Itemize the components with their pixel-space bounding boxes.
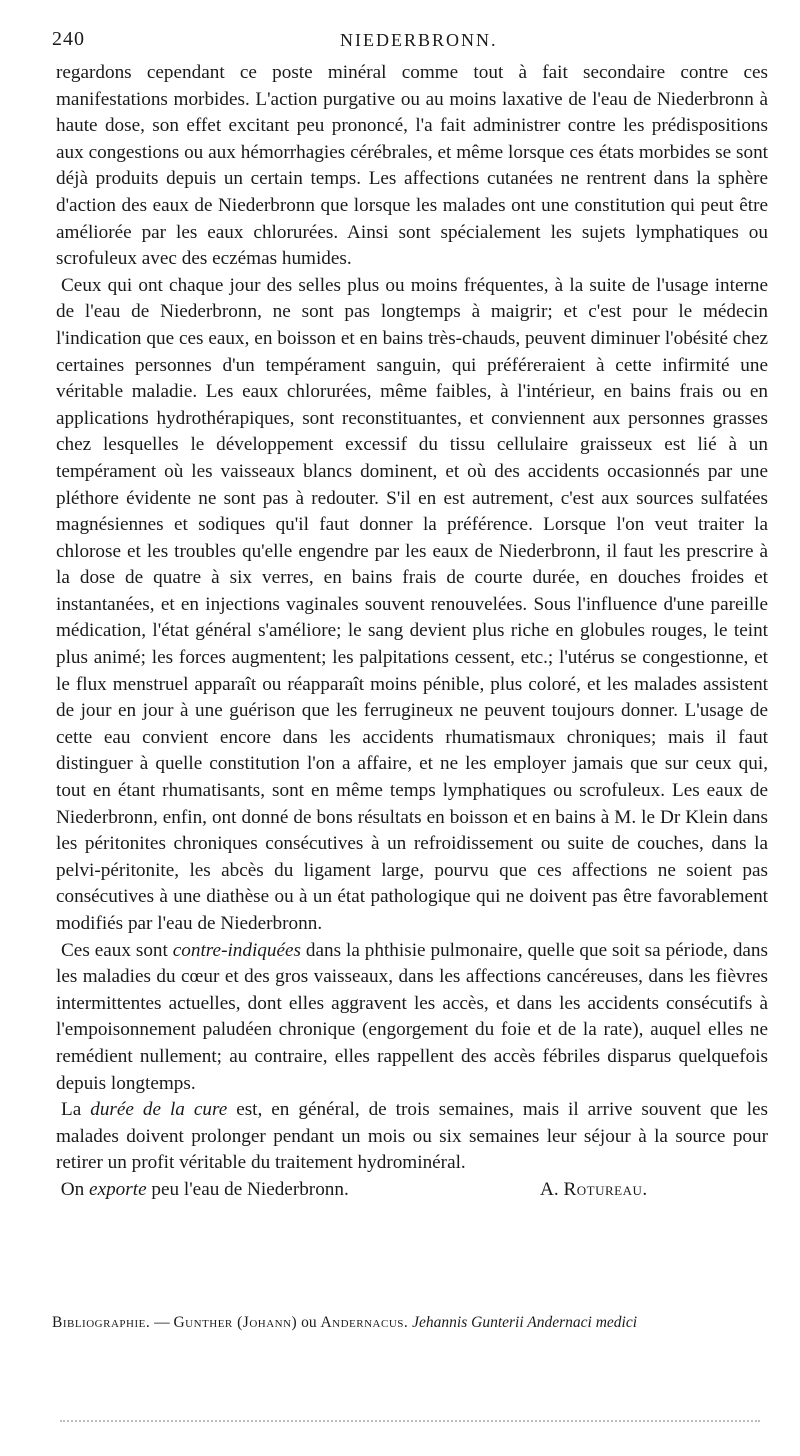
export-sentence: On exporte peu l'eau de Niederbronn. (60, 1178, 349, 1200)
page-number: 240 (52, 28, 85, 50)
bibliography-title: Jehannis Gunterii Andernaci medici (408, 1314, 638, 1331)
paragraph-duree-cure: La durée de la cure est, en général, de trois semaines, mais il arrive souvent que les malades doivent prolonger pendant un mois ou six semaines leur séjour à la source pour retirer un profit véritable du traitement hydrominéral. (56, 1099, 769, 1174)
emphasis-contre-indiquees: contre-indiquées (172, 939, 301, 961)
paragraph-obesity-chlorose: Ceux qui ont chaque jour des selles plus ou moins fréquentes, à la suite de l'usage interne de l'eau de Niederbronn, ne sont pas longtemps à maigrir; et c'est pour le médecin l'indication que ces eaux, en boisson et en bains très-chauds, peuvent diminuer l'obésité chez certaines personnes d'un tempérament sanguin, qui préféreraient à cette infirmité une véritable maladie. Les eaux chlorurées, même faibles, à l'intérieur, en bains frais ou en applications hydrothérapiques, sont reconstituantes, et conviennent aux personnes grasses chez lesquelles le développement excessif du tissu cellulaire graisseux est lié à un tempérament où les vaisseaux blancs dominent, et où des accidents occasionnés par une pléthore évidente ne sont pas à redouter. S'il en est autrement, c'est aux sources sulfatées magnésiennes et sodiques qu'il faut donner la préférence. Lorsque l'on veut traiter la chlorose et les troubles qu'elle engendre par les eaux de Niederbronn, il faut les prescrire à la dose de quatre à six verres, en bains frais de courte durée, en douches froides et instantanées, et en injections vaginales souvent renouvelées. Sous l'influence d'une pareille médication, l'état général s'améliore; le sang devient plus riche en globules rouges, le teint plus animé; les forces augmentent; les palpitations cessent, etc.; l'utérus se congestionne, et le flux menstruel apparaît ou réapparaît moins pénible, plus coloré, et les malades assistent de jour en jour à une guérison que les ferrugineux ne peuvent toujours donner. L'usage de cette eau convient encore dans les accidents rhumatismaux chroniques; mais il faut distinguer à quelle constitution l'on a affaire, et ne les employer jamais que sur ceux qui, tout en étant rhumatisants, sont en même temps lymphatiques ou scrofuleux. Les eaux de Niederbronn, enfin, ont donné de bons résultats en boisson et en bains à M. le Dr Klein dans les péritonites chroniques consécutives à un refroidissement ou suite de couches, dans la pelvi-péritonite, les abcès du ligament large, pourvu que ces affections ne soient pas consécutives à une diathèse ou à un état pathologique qui ne doivent pas être favorablement modifiés par l'eau de Niederbronn. (56, 274, 768, 934)
bleed-through-dots (60, 1420, 760, 1426)
emphasis-duree-cure: durée de la cure (90, 1099, 228, 1121)
paragraph-continuation: regardons cependant ce poste minéral comme tout à fait secondaire contre ces manifestations morbides. L'action purgative ou au moins laxative de l'eau de Niederbronn à haute dose, son effet excitant peu prononcé, l'a fait administrer contre les prédispositions aux congestions ou aux hémorrhagies cérébrales, et même lorsque ces états morbides se sont déjà produits depuis un certain temps. Les affections cutanées ne rentrent dans la sphère d'action des eaux de Niederbronn que lorsque les malades ont une constitution qui peut être améliorée par les eaux chlorurées. Ainsi sont spécialement les sujets lymphatiques ou scrofuleux avec des eczémas humides. (56, 62, 768, 270)
bibliography-author: Gunther (Johann) (173, 1314, 298, 1331)
bibliography-label: Bibliographie. (52, 1314, 151, 1331)
emphasis-exporte: exporte (89, 1178, 147, 1200)
author-signature: A. Rotureau. (540, 1178, 648, 1200)
paragraph-contre-indications: Ces eaux sont contre-indiquées dans la phthisie pulmonaire, quelle que soit sa période, dans les maladies du cœur et des gros vaisseaux, dans les affections cancéreuses, dans les fièvres intermittentes actuelles, dont elles aggravent les accès, et dans les accidents consécutifs à l'empoisonnement paludéen chronique (engorgement du foie et de la rate), auquel elles ne remédient nullement; au contraire, elles rappellent des accès fébriles disparus quelquefois depuis longtemps. (56, 939, 768, 1094)
page-body (56, 60, 768, 1204)
running-title: NIEDERBRONN. (340, 30, 498, 50)
page-header (0, 28, 800, 58)
bibliography-line: Bibliographie. — Gunther (Johann) ou Andernacus. Jehannis Gunterii Andernaci medici (52, 1314, 638, 1331)
bibliography-author-alt: Andernacus. (320, 1314, 409, 1331)
paragraph-export (56, 1177, 768, 1204)
